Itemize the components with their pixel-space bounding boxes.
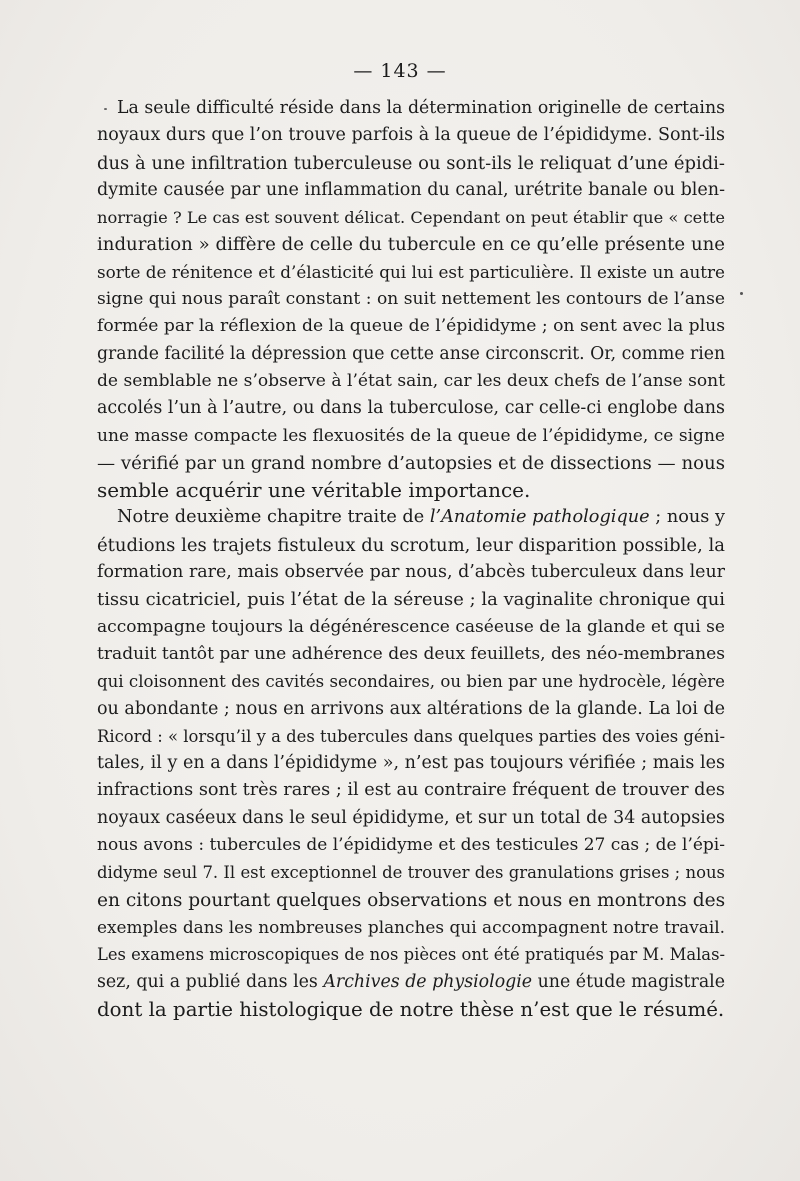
text-line: Ricord : « lorsqu’il y a des tubercules dans quelques parties des voies géni-: [97, 726, 725, 746]
text-span: sez, qui a publié dans les: [97, 971, 324, 992]
text-line: noyaux durs que l’on trouve parfois à la queue de l’épididyme. Sont-ils: [97, 125, 725, 146]
italic-title: l’Anatomie pathologique: [429, 507, 650, 528]
text-line: tales, il y en a dans l’épididyme », n’est pas toujours vérifiée ; mais les: [97, 753, 725, 774]
text-line: infractions sont très rares ; il est au contraire fréquent de trouver des: [97, 780, 725, 801]
text-line: formée par la réflexion de la queue de l’épididyme ; on sent avec la plus: [97, 316, 725, 337]
text-line: en citons pourtant quelques observations et nous en montrons des: [97, 889, 726, 911]
text-span: ; nous y: [649, 507, 725, 528]
text-line: Les examens microscopiques de nos pièces ont été pratiqués par M. Malas-: [97, 945, 725, 965]
body-text: [97, 95, 725, 1023]
text-line: nous avons : tubercules de l’épididyme et des testicules 27 cas ; de l’épi-: [97, 835, 725, 856]
ink-speck: [740, 292, 743, 295]
text-line: tissu cicatriciel, puis l’état de la séreuse ; la vaginalite chronique qui: [97, 589, 725, 611]
text-line: accolés l’un à l’autre, ou dans la tuberculose, car celle-ci englobe dans: [97, 398, 725, 419]
text-line: traduit tantôt par une adhérence des deux feuillets, des néo-membranes: [97, 643, 725, 664]
text-line: accompagne toujours la dégénérescence caséeuse de la glande et qui se: [97, 616, 725, 637]
text-line: noyaux caséeux dans le seul épididyme, et sur un total de 34 autopsies: [97, 807, 725, 828]
text-line: une masse compacte les flexuosités de la queue de l’épididyme, ce signe: [97, 425, 725, 446]
text-line: grande facilité la dépression que cette anse circonscrit. Or, comme rien: [97, 343, 726, 364]
text-line: formation rare, mais observée par nous, d’abcès tuberculeux dans leur: [97, 562, 725, 583]
text-line: didyme seul 7. Il est exceptionnel de trouver des granulations grises ; nous: [97, 863, 725, 883]
text-line: dont la partie histologique de notre thèse n’est que le résumé.: [97, 997, 725, 1021]
text-line: norragie ? Le cas est souvent délicat. Cependant on peut établir que « cette: [97, 208, 725, 228]
italic-title: Archives de physiologie: [323, 971, 533, 992]
text-line: induration » diffère de celle du tubercule en ce qu’elle présente une: [97, 234, 725, 256]
text-line: étudions les trajets fistuleux du scrotum, leur disparition possible, la: [97, 534, 725, 556]
page-number: — 143 —: [353, 60, 447, 82]
text-line: exemples dans les nombreuses planches qui accompagnent notre travail.: [97, 916, 725, 937]
text-line: signe qui nous paraît constant : on suit nettement les contours de l’anse: [97, 289, 725, 310]
text-line: de semblable ne s’observe à l’état sain, car les deux chefs de l’anse sont: [97, 370, 725, 391]
text-line: — vérifié par un grand nombre d’autopsies et de dissections — nous: [97, 452, 725, 474]
text-line: [97, 504, 725, 531]
text-line: dus à une infiltration tuberculeuse ou sont-ils le reliquat d’une épidi-: [97, 152, 725, 174]
text-line: semble acquérir une véritable importance.: [97, 478, 531, 503]
text-line: La seule difficulté réside dans la détermination originelle de certains: [117, 98, 725, 118]
text-line: ou abondante ; nous en arrivons aux altérations de la glande. La loi de: [97, 698, 725, 719]
text-line: dymite causée par une inflammation du canal, urétrite banale ou blen-: [97, 179, 725, 200]
text-line: [97, 969, 725, 996]
text-line: qui cloisonnent des cavités secondaires, ou bien par une hydrocèle, légère: [97, 672, 725, 692]
text-span: une étude magistrale: [532, 971, 725, 992]
text-line: sorte de rénitence et d’élasticité qui lui est particulière. Il existe un autre: [97, 261, 725, 282]
text-span: Notre deuxième chapitre traite de: [117, 507, 430, 528]
